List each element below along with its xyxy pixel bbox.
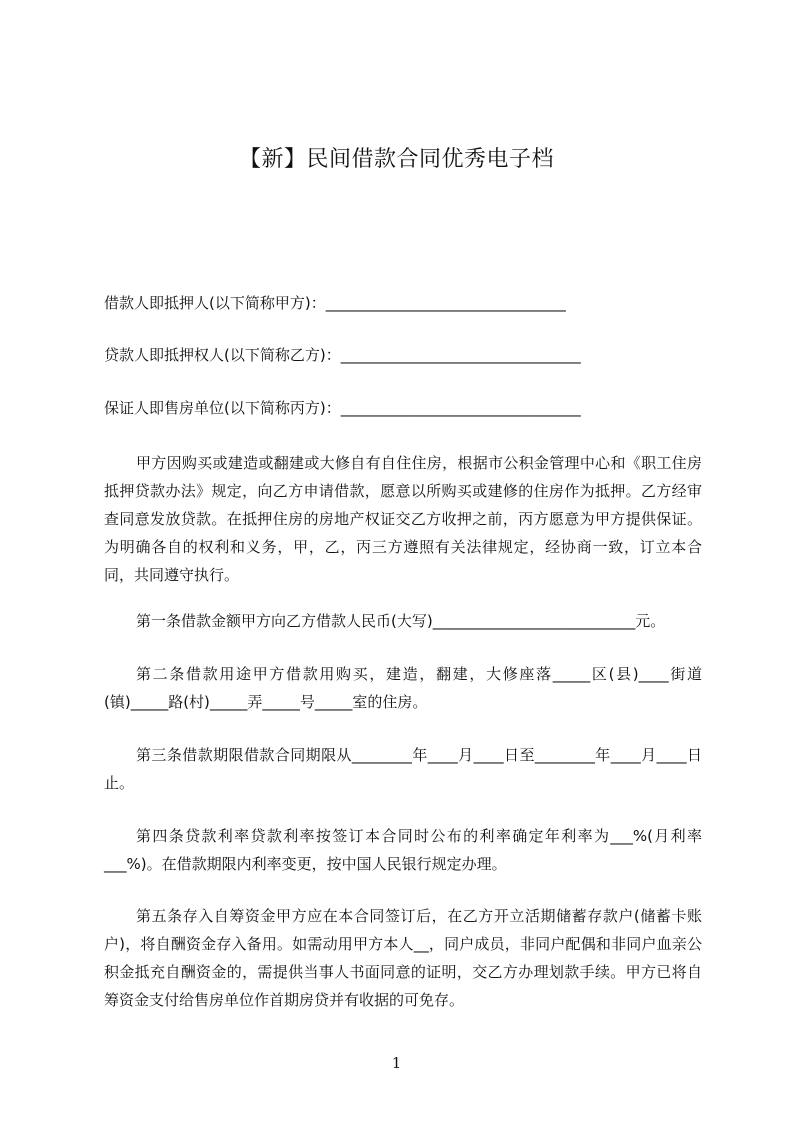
article-3-paragraph: 第三条借款期限借款合同期限从________年____月____日至________年____月____日止。 <box>104 746 702 792</box>
page-number: 1 <box>391 1054 402 1072</box>
article-5-paragraph: 第五条存入自筹资金甲方应在本合同签订后，在乙方开立活期储蓄存款户(储蓄卡账户)，将自酬资金存入备用。如需动用甲方本人__，同户成员，非同户配偶和非同户血亲公积金抵充自酬资金的，需提供当事人书面同意的证明，交乙方办理划款手续。甲方已将自筹资金支付给售房单位作首期房贷并有收据的可免存。 <box>104 907 702 1009</box>
document-title: 【新】民间借款合同优秀电子档 <box>238 147 554 172</box>
article-4-paragraph: 第四条贷款利率贷款利率按签订本合同时公布的利率确定年利率为___%(月利率___%)。在借款期限内利率变更，按中国人民银行规定办理。 <box>104 827 702 873</box>
article-1-paragraph: 第一条借款金额甲方向乙方借款人民币(大写)___________________________元。 <box>136 612 666 630</box>
party-c-line: 保证人即售房单位(以下简称丙方)：________________________________ <box>104 399 581 417</box>
party-b-line: 贷款人即抵押权人(以下简称乙方)：________________________________ <box>104 346 581 364</box>
preamble-paragraph: 甲方因购买或建造或翻建或大修自有自住住房，根据市公积金管理中心和《职工住房抵押贷款办法》规定，向乙方申请借款，愿意以所购买或建修的住房作为抵押。乙方经审查同意发放贷款。在抵押住房的房地产权证交乙方收押之前，丙方愿意为甲方提供保证。为明确各自的权利和义务，甲，乙，丙三方遵照有关法律规定，经协商一致，订立本合同，共同遵守执行。 <box>104 454 702 584</box>
article-2-paragraph: 第二条借款用途甲方借款用购买，建造，翻建，大修座落_____区(县)____街道(镇)_____路(村)_____弄_____号_____室的住房。 <box>104 665 702 711</box>
party-a-line: 借款人即抵押人(以下简称甲方)：________________________________ <box>104 294 566 312</box>
